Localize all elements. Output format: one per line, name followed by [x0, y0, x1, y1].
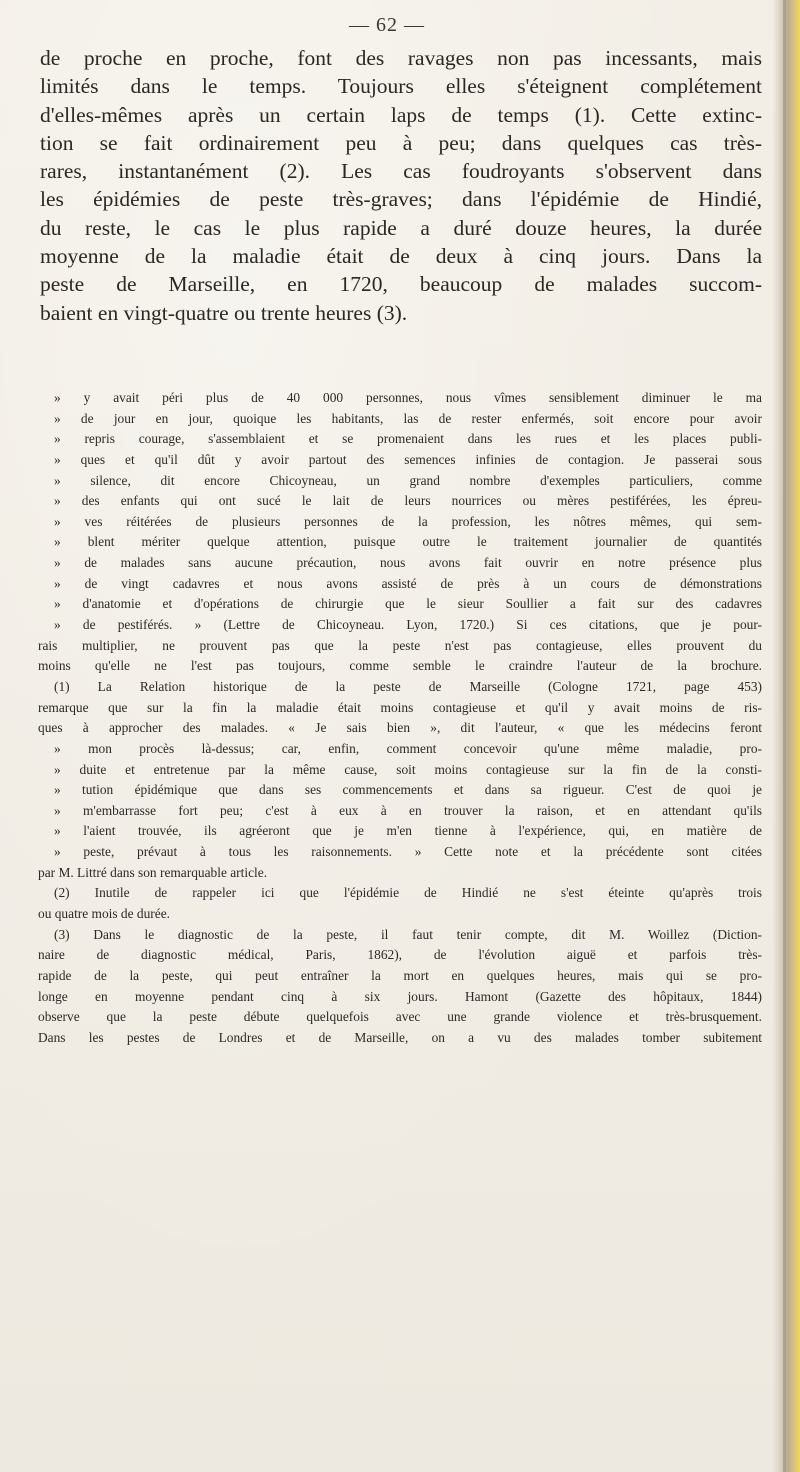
- footnote-line: » blent mériter quelque attention, puisque outre le traitement journalier de quantités: [54, 534, 762, 550]
- page-number-header: — 62 —: [349, 14, 425, 36]
- main-paragraph: [40, 44, 762, 327]
- footnote-line: » des enfants qui ont sucé le lait de leurs nourrices ou mères pestiférées, les épreu-: [54, 493, 762, 509]
- footnote-line: rapide de la peste, qui peut entraîner la mort en quelques heures, mais qui se pro-: [38, 967, 762, 983]
- main-line: de proche en proche, font des ravages non pas incessants, mais: [40, 46, 762, 70]
- footnote-line: longe en moyenne pendant cinq à six jours. Hamont (Gazette des hôpitaux, 1844): [38, 988, 762, 1004]
- main-line: tion se fait ordinairement peu à peu; dans quelques cas très-: [40, 130, 762, 155]
- footnote-line: moins qu'elle ne l'est pas toujours, comme semble le craindre l'auteur de la brochure.: [38, 658, 762, 674]
- footnote-continuation: [38, 388, 762, 677]
- footnote-line: ques à approcher des malades. « Je sais bien », dit l'auteur, « que les médecins feront: [38, 720, 762, 736]
- footnote-line: » tution épidémique que dans ses commencements et dans sa rigueur. C'est de quoi je: [54, 782, 762, 798]
- footnote-line: ou quatre mois de durée.: [38, 906, 171, 922]
- footnote-line: » silence, dit encore Chicoyneau, un grand nombre d'exemples particuliers, comme: [54, 472, 762, 488]
- footnote-1: [38, 677, 762, 883]
- footnote-line: » l'aient trouvée, ils agréeront que je m'en tienne à l'expérience, qui, en matière de: [54, 823, 762, 839]
- main-line: baient en vingt-quatre ou trente heures (3).: [40, 300, 408, 325]
- footnote-line: par M. Littré dans son remarquable article.: [38, 864, 268, 880]
- footnote-line: remarque que sur la fin la maladie était moins contagieuse et qu'il y avait moins de ris-: [38, 699, 762, 715]
- footnote-line: » peste, prévaut à tous les raisonnements. » Cette note et la précédente sont citées: [54, 844, 762, 860]
- footnote-line: (3) Dans le diagnostic de la peste, il faut tenir compte, dit M. Woillez (Diction-: [54, 926, 762, 942]
- footnote-line: rais multiplier, ne prouvent pas que la peste n'est pas contagieuse, elles prouvent du: [38, 637, 762, 653]
- footnote-line: naire de diagnostic médical, Paris, 1862), de l'évolution aiguë et parfois très-: [38, 947, 762, 963]
- footnote-2: [38, 883, 762, 924]
- footnote-line: observe que la peste débute quelquefois avec une grande violence et très-brusquement.: [38, 1009, 762, 1025]
- main-line: moyenne de la maladie était de deux à cinq jours. Dans la: [40, 244, 762, 269]
- footnote-3: [38, 925, 762, 1049]
- footnote-line: (1) La Relation historique de la peste de Marseille (Cologne 1721, page 453): [54, 678, 762, 694]
- main-line: rares, instantanément (2). Les cas foudroyants s'observent dans: [40, 159, 762, 184]
- footnote-line: » duite et entretenue par la même cause, soit moins contagieuse sur la fin de la consti-: [54, 761, 762, 777]
- footnote-line: » m'embarrasse fort peu; c'est à eux à en trouver la raison, et en attendant qu'ils: [54, 802, 762, 818]
- footnote-line: » d'anatomie et d'opérations de chirurgie que le sieur Soullier a fait sur des cadavres: [54, 596, 762, 612]
- footnote-line: Dans les pestes de Londres et de Marseille, on a vu des malades tomber subitement: [38, 1029, 762, 1045]
- footnote-line: » de pestiférés. » (Lettre de Chicoyneau. Lyon, 1720.) Si ces citations, que je pour-: [54, 617, 762, 633]
- footnote-line: » repris courage, s'assemblaient et se promenaient dans les rues et les places publi-: [54, 431, 762, 447]
- binding-spine: [783, 0, 786, 1472]
- footnote-line: (2) Inutile de rappeler ici que l'épidémie de Hindié ne s'est éteinte qu'après trois: [54, 885, 762, 901]
- footnote-line: » de malades sans aucune précaution, nous avons fait ouvrir en notre présence plus: [54, 555, 762, 571]
- footnotes: [38, 388, 762, 1049]
- main-line: limités dans le temps. Toujours elles s'éteignent complétement: [40, 74, 762, 99]
- main-line: du reste, le cas le plus rapide a duré douze heures, la durée: [40, 215, 762, 240]
- main-line: les épidémies de peste très-graves; dans l'épidémie de Hindié,: [40, 187, 762, 212]
- footnote-line: » de vingt cadavres et nous avons assisté de près à un cours de démonstrations: [54, 575, 762, 591]
- footnote-line: » y avait péri plus de 40 000 personnes, nous vîmes sensiblement diminuer le ma: [54, 390, 762, 405]
- footnote-line: » ques et qu'il dût y avoir partout des semences infinies de contagion. Je passerai sous: [54, 451, 762, 467]
- page-edge-binding: [772, 0, 800, 1472]
- main-line: d'elles-mêmes après un certain laps de temps (1). Cette extinc-: [40, 102, 762, 127]
- main-line: peste de Marseille, en 1720, beaucoup de malades succom-: [40, 272, 762, 297]
- footnote-line: » mon procès là-dessus; car, enfin, comment concevoir qu'une même maladie, pro-: [54, 740, 762, 756]
- footnote-line: » de jour en jour, quoique les habitants, las de rester enfermés, soit encore pour avoir: [54, 410, 762, 426]
- footnote-line: » ves réitérées de plusieurs personnes de la profession, les nôtres mêmes, qui sem-: [54, 513, 762, 529]
